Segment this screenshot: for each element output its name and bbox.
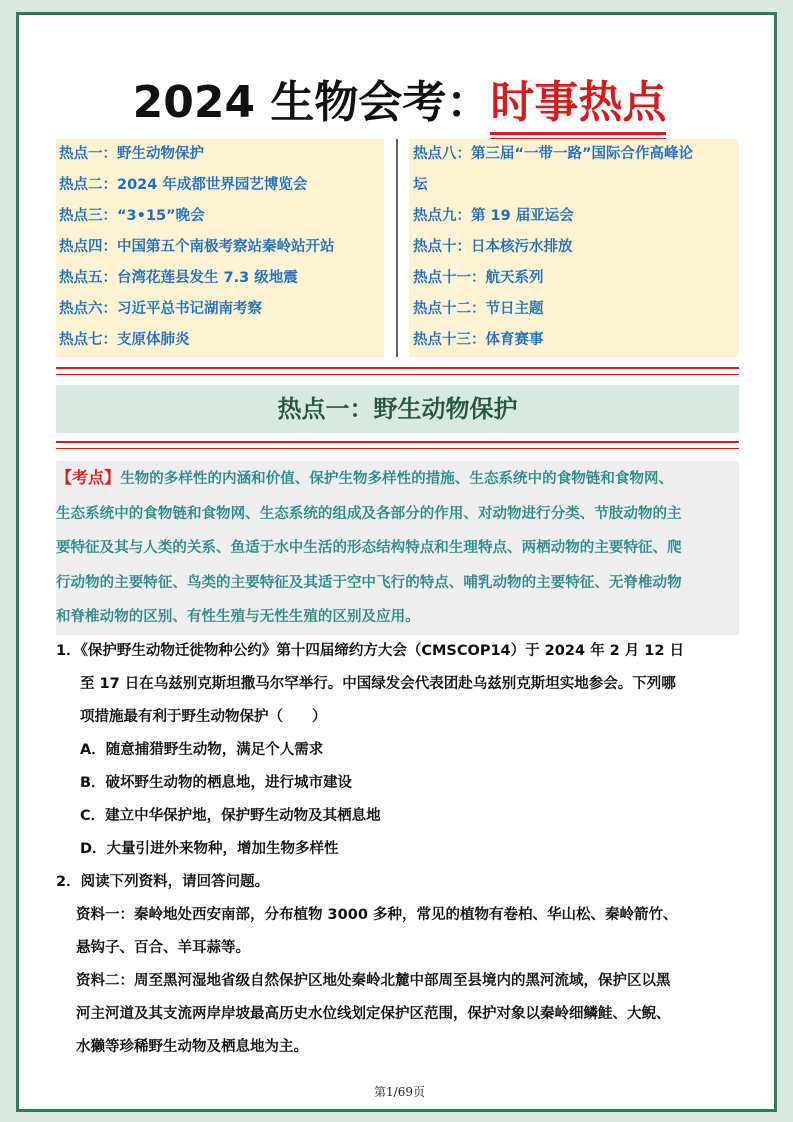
- title-underline-1: [490, 132, 666, 135]
- section-rule-top: [56, 367, 739, 369]
- exam-points-text: 生物的多样性的内涵和价值、保护生物多样性的措施、生态系统中的食物链和食物网、: [120, 471, 674, 487]
- material-1-line: 悬钩子、百合、羊耳蒜等。: [76, 940, 250, 956]
- title-main: 2024 生物会考：: [132, 77, 491, 128]
- toc-item: 热点六：习近平总书记湖南考察: [59, 301, 262, 317]
- section-rule-bottom: [56, 441, 739, 443]
- toc-item: 热点五：台湾花莲县发生 7.3 级地震: [59, 270, 298, 286]
- toc-item: 热点九：第 19 届亚运会: [413, 208, 574, 224]
- toc-item: 热点四：中国第五个南极考察站秦岭站开站: [59, 239, 335, 255]
- toc-divider: [396, 139, 398, 357]
- toc-item: 热点二：2024 年成都世界园艺博览会: [59, 177, 308, 193]
- toc-item: 热点三：“3•15”晚会: [59, 208, 205, 224]
- exam-points-line: [56, 461, 739, 497]
- question-1-option-c: C．建立中华保护地，保护野生动物及其栖息地: [80, 808, 381, 824]
- question-1-option-d: D．大量引进外来物种，增加生物多样性: [80, 841, 339, 857]
- material-2-line: 河主河道及其支流两岸岸坡最高历史水位线划定保护区范围，保护对象以秦岭细鳞鲑、大鲵、: [76, 1006, 671, 1022]
- toc-left-column: [56, 139, 384, 357]
- section-heading: 热点一：野生动物保护: [56, 385, 739, 433]
- exam-points-line: 要特征及其与人类的关系、鱼适于水中生活的形态结构特点和生理特点、两栖动物的主要特征、爬: [56, 540, 682, 556]
- exam-points-box: [56, 461, 739, 635]
- section-rule-bottom-thin: [56, 448, 739, 449]
- question-1-stem-line: 项措施最有利于野生动物保护（ ）: [80, 709, 327, 725]
- toc-item: 热点一：野生动物保护: [59, 146, 204, 162]
- question-1-stem-line: 1．《保护野生动物迁徙物种公约》第十四届缔约方大会（CMSCOP14）于 2024 年 2 月 12 日: [56, 643, 685, 659]
- material-1-line: 资料一：秦岭地处西安南部，分布植物 3000 多种，常见的植物有卷柏、华山松、秦岭箭竹、: [76, 907, 678, 923]
- toc-item: 坛: [413, 177, 428, 193]
- question-1-option-a: A．随意捕猎野生动物，满足个人需求: [80, 742, 324, 758]
- material-2-line: 水獭等珍稀野生动物及栖息地为主。: [76, 1039, 308, 1055]
- title-highlight: [490, 75, 666, 131]
- exam-points-line: 生态系统中的食物链和食物网、生态系统的组成及各部分的作用、对动物进行分类、节肢动物的主: [56, 505, 682, 522]
- exam-points-line: 行动物的主要特征、鸟类的主要特征及其适于空中飞行的特点、哺乳动物的主要特征、无脊椎动物: [56, 574, 682, 591]
- toc-item: 热点十三：体育赛事: [413, 332, 544, 348]
- toc-item: 热点十：日本核污水排放: [413, 239, 573, 255]
- document-page: [16, 12, 777, 1112]
- question-2-stem: 2．阅读下列资料，请回答问题。: [56, 874, 270, 890]
- section-rule-top-thin: [56, 374, 739, 375]
- material-2-line: 资料二：周至黑河湿地省级自然保护区地处秦岭北麓中部周至县境内的黑河流域，保护区以黑: [76, 973, 671, 989]
- question-1-option-b: B．破坏野生动物的栖息地，进行城市建设: [80, 775, 353, 791]
- toc-item: 热点十二：节日主题: [413, 301, 544, 317]
- question-2: [56, 866, 746, 1064]
- toc-right-column: [409, 139, 739, 357]
- title-highlight-text: 时事热点: [490, 77, 667, 128]
- question-1-stem-line: 至 17 日在乌兹别克斯坦撒马尔罕举行。中国绿发会代表团赴乌兹别克斯坦实地参会。下列哪: [80, 676, 676, 692]
- toc-item: 热点七：支原体肺炎: [59, 332, 190, 348]
- toc-item: 热点十一：航天系列: [413, 270, 544, 286]
- exam-points-line: 和脊椎动物的区别、有性生殖与无性生殖的区别及应用。: [56, 609, 420, 625]
- page-title: [19, 75, 780, 131]
- toc-item: 热点八：第三届“一带一路”国际合作高峰论: [413, 146, 694, 162]
- exam-points-tag: 【考点】: [56, 468, 121, 487]
- page-number: 第1/69页: [374, 1085, 425, 1099]
- question-1: [56, 635, 746, 866]
